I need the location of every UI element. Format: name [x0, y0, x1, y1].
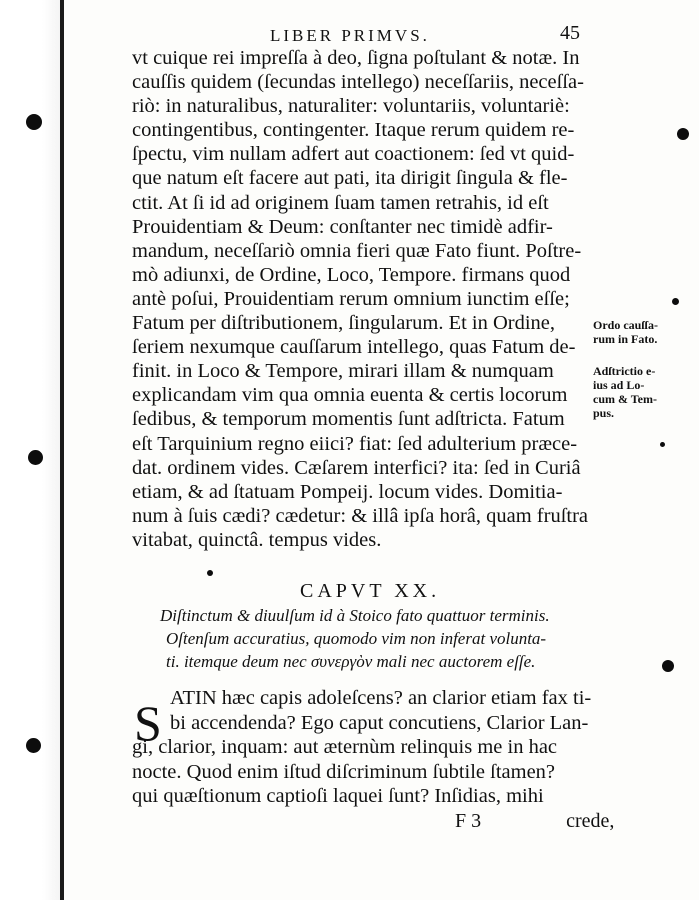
body-line: contingentibus, contingenter. Itaque rerum quidem re- — [132, 119, 575, 142]
body-line: ſpectu, vim nullam adfert aut coactionem: ſed vt quid- — [132, 143, 575, 166]
body-line: num à ſuis cædi? cædetur: & illâ ipſa horâ, quam fruſtra — [132, 504, 589, 527]
body-line: ctit. At ſi id ad originem ſuam tamen retrahis, id eſt — [132, 191, 549, 214]
chapter-line: bi accendenda? Ego caput concutiens, Clarior Lan- — [170, 711, 589, 734]
margin-note-line: rum in Fato. — [593, 332, 658, 346]
body-line: cauſſis quidem (ſecundas intellego) neceſſariis, neceſſa- — [132, 71, 584, 94]
ink-blot — [28, 450, 43, 465]
ink-blot — [672, 298, 679, 305]
chapter-line: ATIN hæc capis adoleſcens? an clarior etiam fax ti- — [170, 687, 592, 709]
chapter-line: qui quæſtionum captioſi laquei ſunt? Inſidias, mihi — [132, 785, 544, 807]
page-footer — [455, 810, 614, 833]
catchword: crede, — [566, 810, 615, 832]
ink-blot — [26, 114, 42, 130]
ink-blot — [677, 128, 689, 140]
body-line: antè poſui, Prouidentiam rerum omnium iunctim eſſe; — [132, 287, 570, 310]
margin-note-line: Ordo cauſſa- — [593, 318, 658, 332]
body-line: Fatum per diſtributionem, ſingularum. Et in Ordine, — [132, 312, 556, 335]
body-line: vt cuique rei impreſſa à deo, ſigna poſtulant & notæ. In — [132, 47, 580, 69]
body-line: Prouidentiam & Deum: conſtanter nec timidè adfir- — [132, 215, 553, 238]
margin-note-place-time — [593, 364, 657, 420]
chapter-text — [132, 686, 602, 809]
summary-line: ti. itemque deum nec συνεργὸν mali nec auctorem eſſe. — [166, 652, 536, 671]
body-line: explicandam vim qua omnia euenta & certis locorum — [132, 384, 568, 407]
ink-blot — [26, 738, 41, 753]
body-line: eſt Tarquinium regno eiici? fiat: ſed adulterium præce- — [132, 432, 578, 455]
running-head: LIBER PRIMVS. — [270, 26, 430, 45]
summary-line: Diſtinctum & diuulſum id à Stoico fato quattuor terminis. — [160, 606, 550, 625]
ink-blot — [662, 660, 674, 672]
body-line: finit. in Loco & Tempore, mirari illam & numquam — [132, 360, 554, 383]
page-number: 45 — [560, 22, 580, 44]
margin-note-line: pus. — [593, 406, 615, 420]
page-gutter — [0, 0, 60, 900]
margin-note-line: ius ad Lo- — [593, 378, 645, 392]
body-line: que natum eſt facere aut pati, ita dirigit ſingula & fle- — [132, 167, 568, 190]
chapter-line: gi, clarior, inquam: aut æternùm relinquis me in hac — [132, 736, 558, 758]
chapter-heading: CAPVT XX. — [300, 580, 441, 602]
binding-edge — [60, 0, 64, 900]
ink-blot — [660, 442, 665, 447]
body-text — [132, 46, 602, 552]
body-line: mandum, neceſſariò omnia fieri quæ Fato fiunt. Poſtre- — [132, 239, 582, 262]
body-line: ſeriem nexumque cauſſarum intellego, quas Fatum de- — [132, 336, 576, 359]
margin-note-order — [593, 318, 658, 346]
body-line: etiam, & ad ſtatuam Pompeij. locum vides. Domitia- — [132, 480, 563, 503]
chapter-summary — [160, 604, 620, 673]
body-line: ſedibus, & temporum momentis ſunt adſtricta. Fatum — [132, 408, 565, 431]
chapter-line: nocte. Quod enim iſtud diſcriminum ſubtile ſtamen? — [132, 760, 556, 783]
summary-line: Oſtenſum accuratius, quomodo vim non inferat volunta- — [166, 629, 547, 648]
body-line: dat. ordinem vides. Cæſarem interfici? ita: ſed in Curiâ — [132, 456, 581, 479]
body-line: riò: in naturalibus, naturaliter: voluntariis, voluntariè: — [132, 95, 570, 118]
signature-mark: F 3 — [455, 810, 482, 832]
drop-capital: S — [134, 695, 162, 751]
body-line: mò adiunxi, de Ordine, Loco, Tempore. firmans quod — [132, 263, 571, 286]
margin-note-line: cum & Tem- — [593, 392, 657, 406]
body-line: vitabat, quinctâ. tempus vides. — [132, 528, 382, 551]
margin-note-line: Adſtrictio e- — [593, 364, 656, 378]
ink-blot — [207, 570, 213, 576]
